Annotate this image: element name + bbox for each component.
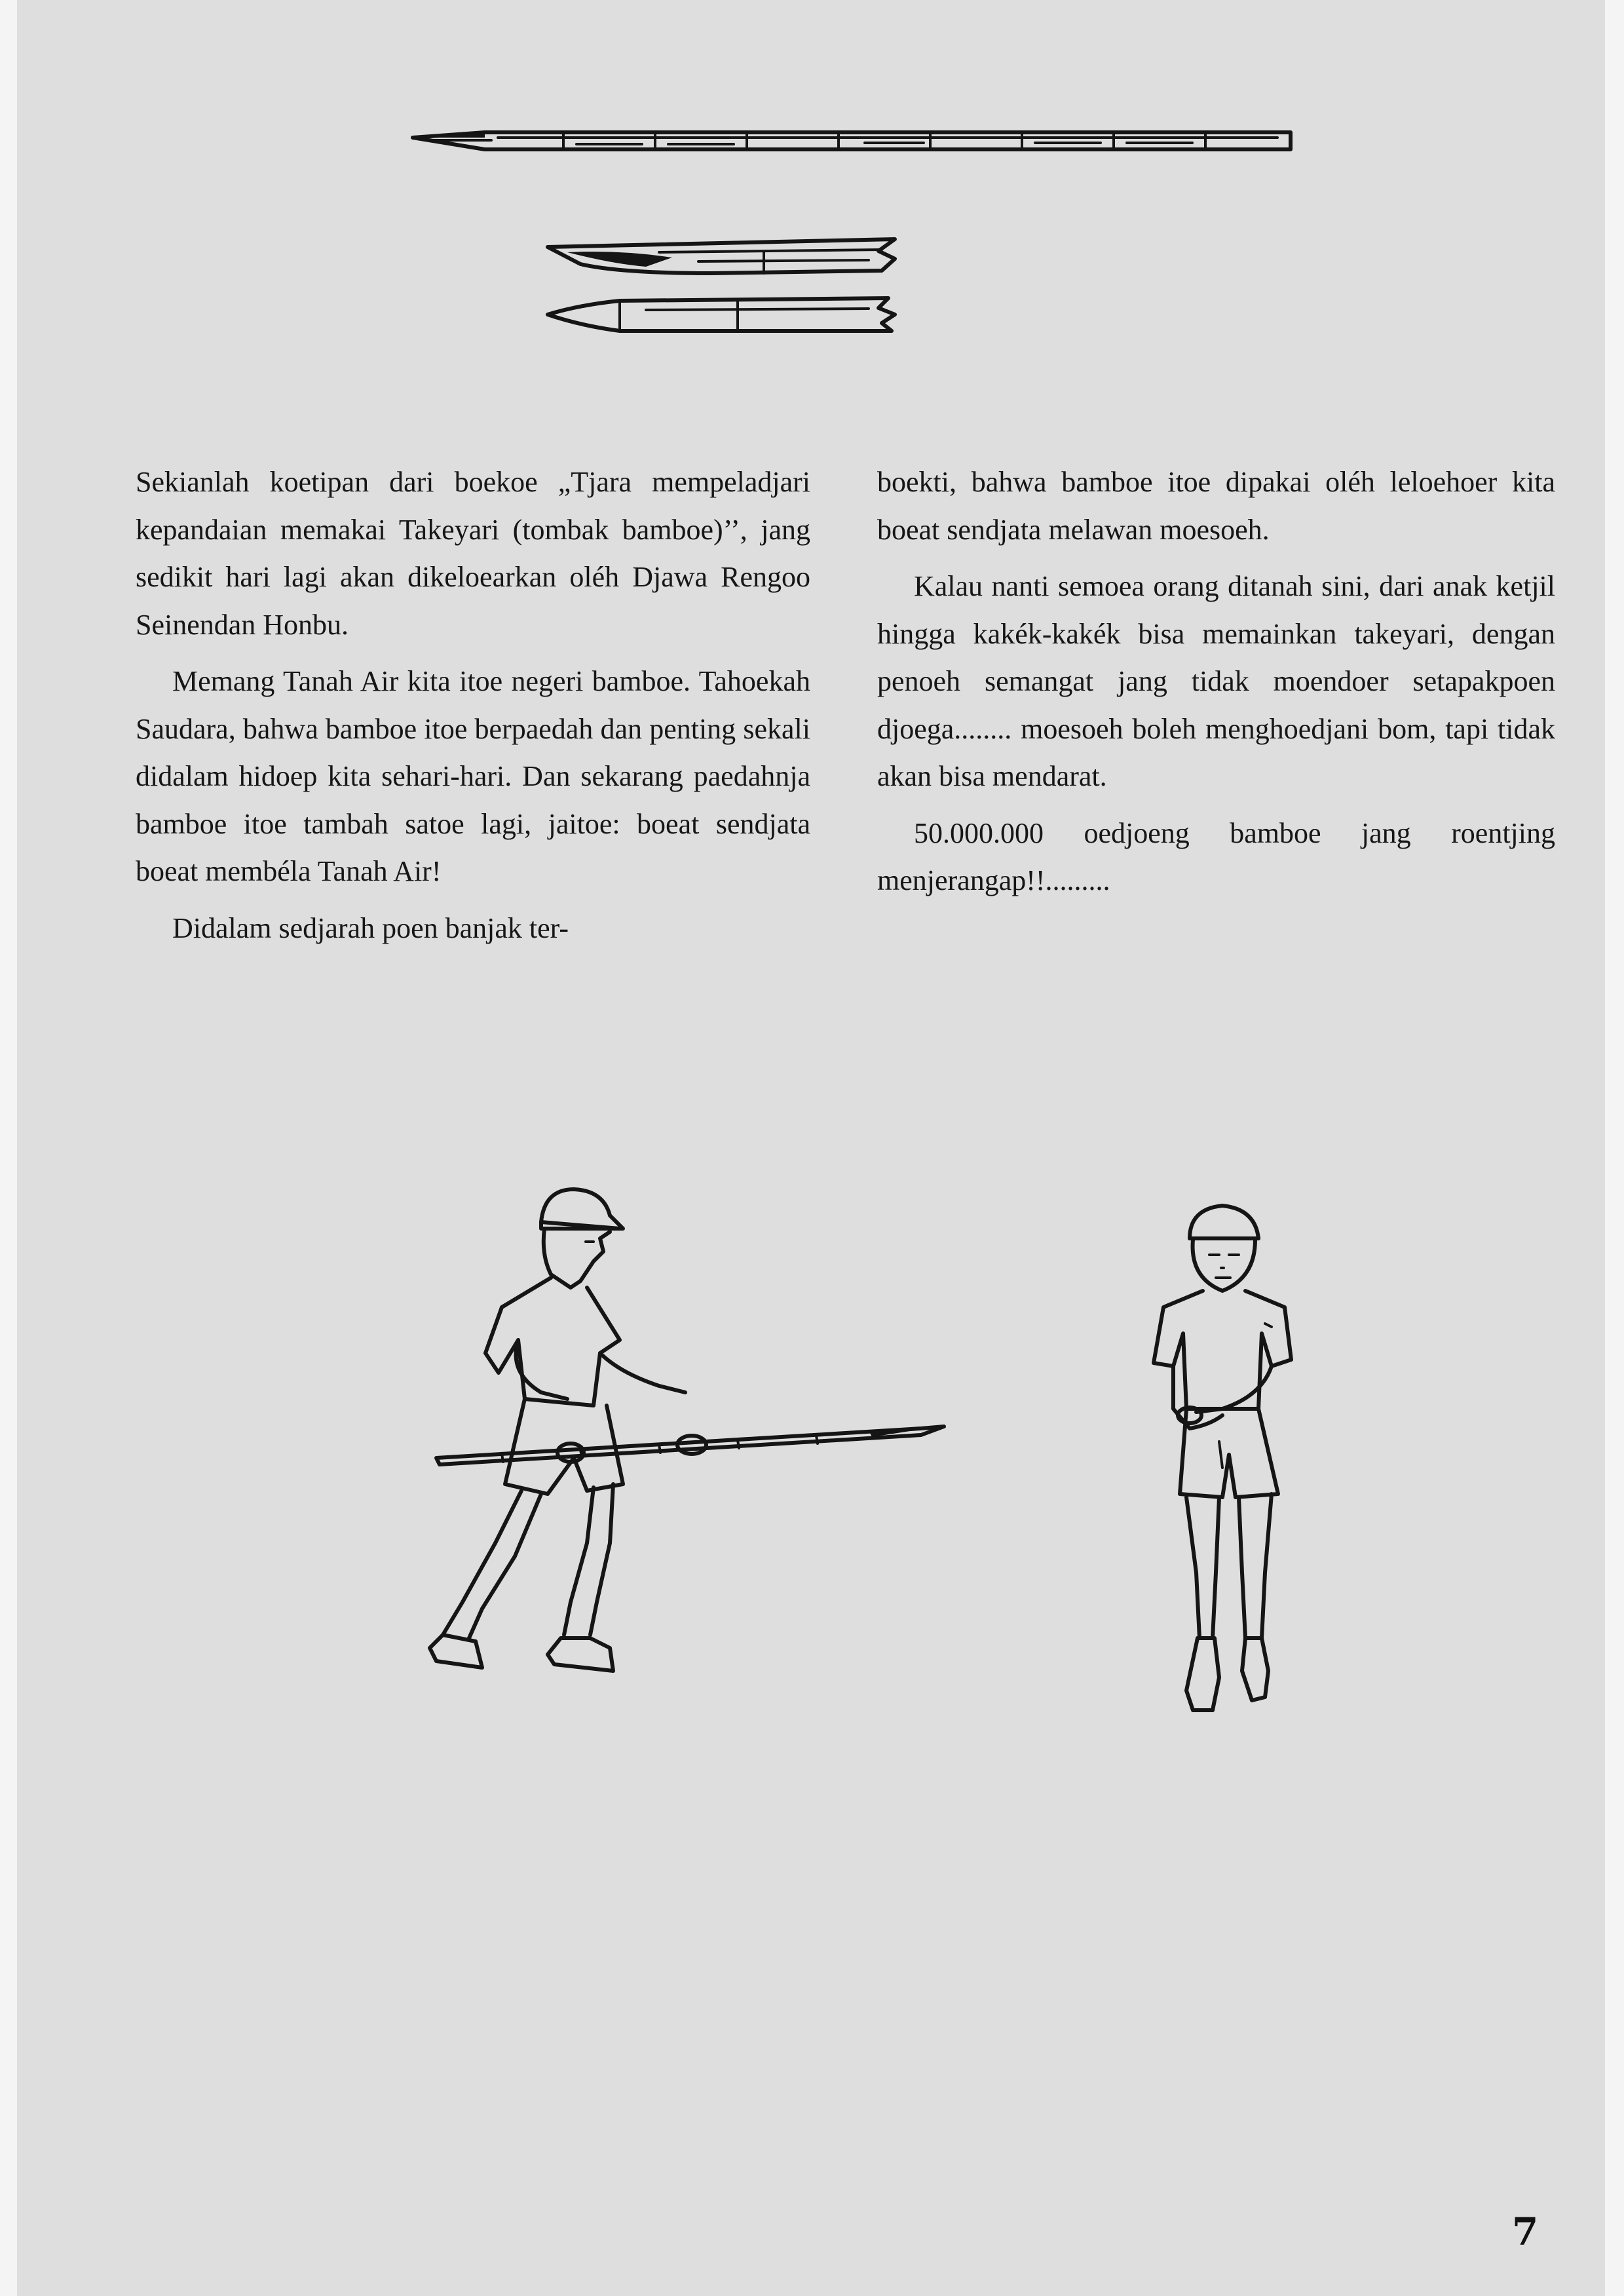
paragraph: 50.000.000 oedjoeng bamboe jang roentjing menjerangap!!.........	[877, 816, 1555, 896]
paragraph: boekti, bahwa bamboe itoe dipakai oléh leloehoer kita boeat sendjata melawan moesoeh.	[877, 466, 1555, 546]
paragraph: Kalau nanti semoea orang ditanah sini, dari anak ketjil hingga kakék-kakék bisa memainkan takeyari, dengan penoeh semangat jang tidak moendoer setapakpoen djoega........ moesoeh boleh menghoedjani bom, tapi tidak akan bisa mendarat.	[877, 570, 1555, 792]
paragraph: Memang Tanah Air kita itoe negeri bamboe. Tahoekah Saudara, bahwa bamboe itoe berpaedah dan penting sekali didalam hidoep kita sehari-hari. Dan sekarang paedahnja bamboe itoe tambah satoe lagi, jaitoe: boeat sendjata boeat membéla Tanah Air!	[136, 665, 810, 887]
book-page	[17, 0, 1605, 2296]
standing-figure-illustration	[1124, 1193, 1360, 1769]
text-column-right	[877, 459, 1555, 914]
long-spear-icon	[413, 132, 1291, 149]
scan-margin-right	[1605, 0, 1624, 2296]
bamboo-spear-illustration	[406, 118, 1304, 164]
spear-tips-illustration	[541, 233, 915, 344]
soldier-standing-icon	[1154, 1206, 1291, 1710]
text-column-left	[136, 459, 810, 961]
cut-spear-tip-icon	[548, 239, 895, 273]
paragraph: Didalam sedjarah poen banjak ter-	[172, 911, 569, 944]
soldier-thrusting-spear-icon	[430, 1189, 944, 1671]
attacking-figure-illustration	[345, 1176, 973, 1766]
pointed-spear-tip-icon	[548, 298, 895, 331]
scan-margin-left	[0, 0, 17, 2296]
paragraph: Sekianlah koetipan dari boekoe „Tjara mempeladjari kepandaian memakai Takeyari (tombak bamboe)’’, jang sedikit hari lagi akan dikeloearkan oléh Djawa Rengoo Seinendan Honbu.	[136, 466, 810, 641]
page-number: 7	[1512, 2210, 1539, 2254]
